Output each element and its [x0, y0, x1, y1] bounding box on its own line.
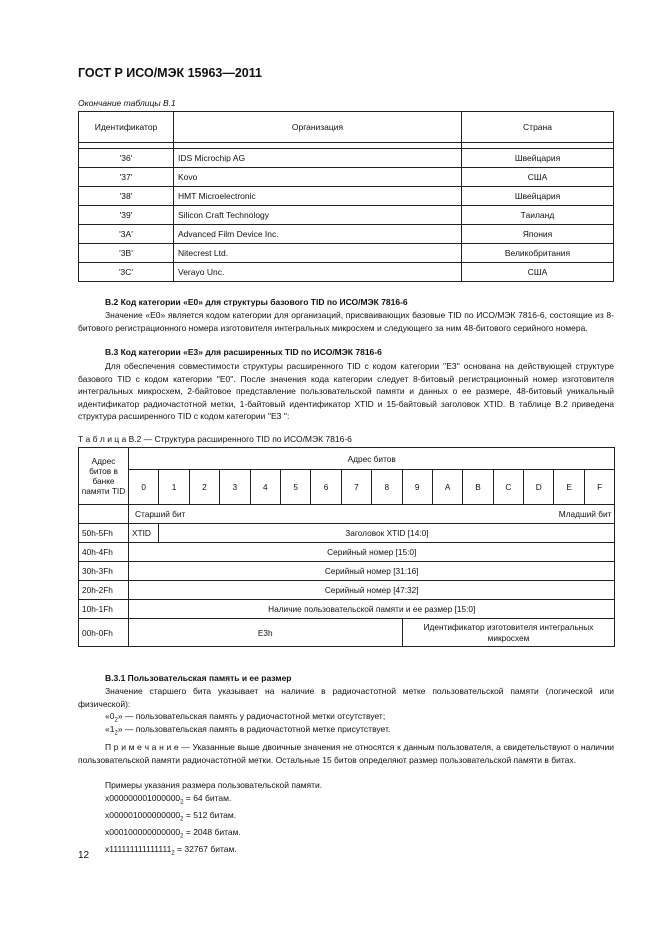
bit-index: 8	[372, 470, 402, 505]
address-cell: 20h-2Fh	[79, 581, 129, 600]
cell-id: '39'	[79, 206, 174, 225]
table-row	[79, 149, 614, 168]
address-cell: 00h-0Fh	[79, 619, 129, 647]
item0-post: » — пользовательская память у радиочастотной метки отсутствует;	[117, 711, 386, 721]
table-row	[79, 206, 614, 225]
serial-cell: Серийный номер [47:32]	[129, 581, 615, 600]
example-line	[105, 792, 322, 809]
examples-block	[105, 779, 322, 861]
example-sub: 2	[171, 851, 175, 858]
table2-caption-label: Т а б л и ц а	[78, 434, 127, 444]
cell-country: Швейцария	[462, 187, 614, 206]
cell-org: Nitecrest Ltd.	[174, 244, 462, 263]
column-header-country: Страна	[462, 112, 614, 143]
cell-id: '37'	[79, 168, 174, 187]
msb-lsb-row	[79, 505, 615, 524]
cell-id: '3B'	[79, 244, 174, 263]
bit-index: B	[463, 470, 493, 505]
bit-index: 9	[402, 470, 432, 505]
address-cell: 10h-1Fh	[79, 600, 129, 619]
bit-index: 0	[129, 470, 159, 505]
example-binary: x000000001000000	[105, 792, 181, 803]
bit-index: 6	[311, 470, 341, 505]
bit-index: 1	[159, 470, 189, 505]
empty-cell	[79, 505, 129, 524]
page-number: 12	[78, 850, 90, 861]
table2-caption-text: В.2 — Структура расширенного TID по ИСО/МЭК 7816-6	[128, 434, 352, 444]
example-sub: 2	[180, 833, 184, 840]
note-text: Указанные выше двоичные значения не относятся к данным пользователя, а свидетельствуют о наличии пользовательской памяти радиочастотной метки. Остальные 15 битов определяют размер пользовательской памяти в битах.	[78, 742, 614, 765]
note-label: П р и м е ч а н и е —	[105, 742, 190, 752]
bit-index: E	[554, 470, 584, 505]
address-cell: 50h-5Fh	[79, 524, 129, 543]
serial-cell: Серийный номер [15:0]	[129, 543, 615, 562]
item1-sub: 2	[114, 730, 118, 737]
cell-id: '3A'	[79, 225, 174, 244]
cell-country: США	[462, 263, 614, 282]
msb-lsb-cell	[129, 505, 615, 524]
examples-title: Примеры указания размера пользовательской памяти.	[105, 780, 323, 790]
xtid-cell: XTID	[129, 524, 159, 543]
bit-index: A	[432, 470, 462, 505]
manufacturer-id-cell: Идентификатор изготовителя интегральных микросхем	[402, 619, 615, 647]
bit-index: C	[493, 470, 523, 505]
cell-id: '3C'	[79, 263, 174, 282]
bit-index: 3	[220, 470, 250, 505]
section-b31-title: В.3.1 Пользовательская память и ее размер	[105, 673, 292, 683]
cell-country: Швейцария	[462, 149, 614, 168]
item1-post: » — пользовательская память в радиочастотной метке присутствует.	[117, 724, 391, 734]
list-item	[105, 723, 390, 740]
bit-index: 2	[189, 470, 219, 505]
example-sub: 2	[180, 816, 184, 823]
bit-index: F	[584, 470, 615, 505]
table-row	[79, 244, 614, 263]
bits-header: Адрес битов	[129, 448, 615, 470]
bit-index: 7	[341, 470, 371, 505]
column-header-org: Организация	[174, 112, 462, 143]
table2-caption	[78, 434, 352, 444]
bit-index: 4	[250, 470, 280, 505]
bit-index-row	[79, 470, 615, 505]
column-header-id: Идентификатор	[79, 112, 174, 143]
bit-index: D	[524, 470, 554, 505]
section-b2-title: В.2 Код категории «Е0» для структуры базового TID по ИСО/МЭК 7816-6	[105, 297, 408, 307]
organizations-table	[78, 111, 614, 282]
example-binary: x111111111111111	[105, 844, 172, 855]
serial-cell: Серийный номер [31:16]	[129, 562, 615, 581]
table-row	[79, 225, 614, 244]
cell-org: Advanced Film Device Inc.	[174, 225, 462, 244]
address-cell: 30h-3Fh	[79, 562, 129, 581]
extended-tid-table	[78, 447, 615, 647]
table-row	[79, 581, 615, 600]
table-header-row	[79, 112, 614, 143]
table-header-row	[79, 448, 615, 470]
xtid-header-cell: Заголовок XTID [14:0]	[159, 524, 615, 543]
example-line	[105, 843, 322, 860]
section-b3-text: Для обеспечения совместимости структуры расширенного TID с кодом категории ''E3'' основана на действующей структуре базового TID с кодом категории ''E0''. После значения кода категории следует 8-битовый регистрационный номер изготовителя интегральных микросхем, 2-байтовое представление пользовательской памяти и данных о ее размере, 48-битовый уникальный идентификатор радиочастотной метки, 1-байтовый идентификатор XTID и 15-байтовый заголовок XTID. В таблице В.2 приведена структура расширенного TID с кодом категории ''E3 '':	[78, 361, 614, 422]
example-value: = 2048 битам.	[183, 827, 241, 838]
example-line	[105, 826, 322, 843]
cell-country: Япония	[462, 225, 614, 244]
example-line	[105, 809, 322, 826]
corner-header: Адрес битов в банке памяти TID	[79, 448, 129, 505]
table-row	[79, 263, 614, 282]
example-value: = 64 битам.	[183, 792, 232, 803]
item0-sub: 2	[114, 717, 118, 724]
user-memory-cell: Наличие пользовательской памяти и ее размер [15:0]	[129, 600, 615, 619]
table-row	[79, 524, 615, 543]
table-row	[79, 600, 615, 619]
note	[78, 741, 614, 766]
cell-country: Таиланд	[462, 206, 614, 225]
cell-org: Verayo Unc.	[174, 263, 462, 282]
cell-org: Kovo	[174, 168, 462, 187]
cell-org: HMT Microelectronic	[174, 187, 462, 206]
section-b2-text: Значение «Е0» является кодом категории для организаций, присваивающих базовые TID по ИСО/МЭК 7816-6, состоящие из 8-битового регистрационного номера изготовителя интегральных микросхем и следующего за ним 48-битового серийного номера.	[78, 310, 614, 333]
section-b31-text: Значение старшего бита указывает на наличие в радиочастотной метке пользовательской памяти (логической или физической):	[78, 686, 614, 709]
category-code-cell: E3h	[129, 619, 403, 647]
item1-pre: «1	[105, 724, 115, 734]
page-header: ГОСТ Р ИСО/МЭК 15963—2011	[78, 66, 262, 80]
item0-pre: «0	[105, 711, 115, 721]
table-row	[79, 619, 615, 647]
cell-id: '36'	[79, 149, 174, 168]
example-value: = 512 битам.	[183, 809, 237, 820]
address-cell: 40h-4Fh	[79, 543, 129, 562]
section-b3-title: В.3 Код категории «Е3» для расширенных TID по ИСО/МЭК 7816-6	[105, 347, 382, 357]
example-binary: x000100000000000	[105, 827, 181, 838]
cell-id: '38'	[79, 187, 174, 206]
cell-country: Великобритания	[462, 244, 614, 263]
table-row	[79, 543, 615, 562]
msb-label: Старший бит	[135, 509, 186, 519]
bit-index: 5	[280, 470, 310, 505]
cell-org: IDS Microchip AG	[174, 149, 462, 168]
example-sub: 2	[180, 799, 184, 806]
example-value: = 32767 битам.	[174, 844, 237, 855]
lsb-label: Младший бит	[558, 509, 612, 519]
table-row	[79, 562, 615, 581]
example-binary: x000001000000000	[105, 809, 181, 820]
cell-country: США	[462, 168, 614, 187]
cell-org: Silicon Craft Technology	[174, 206, 462, 225]
table1-caption: Окончание таблицы В.1	[78, 98, 176, 108]
table-row	[79, 168, 614, 187]
table-row	[79, 187, 614, 206]
